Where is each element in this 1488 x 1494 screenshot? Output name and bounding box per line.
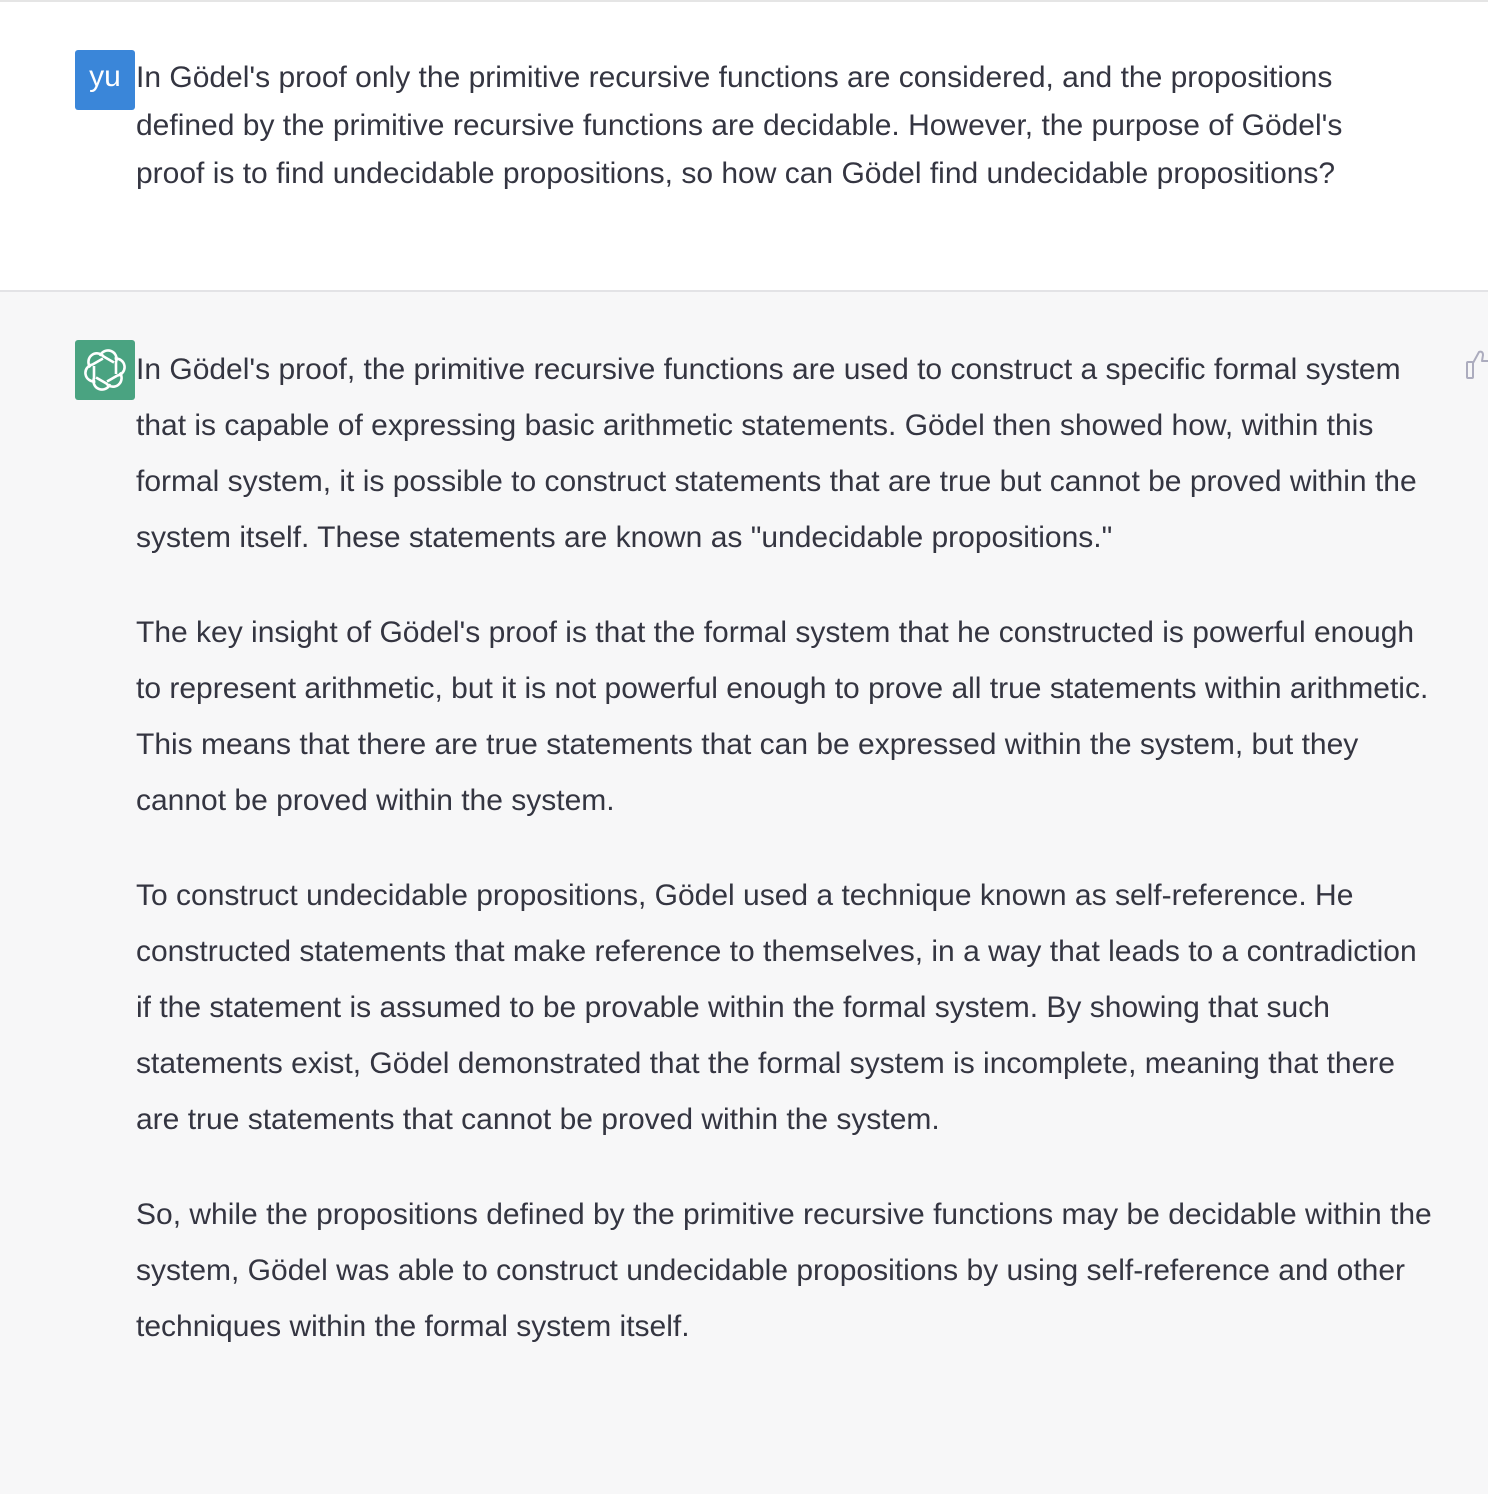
assistant-paragraph-4: So, while the propositions defined by the primitive recursive functions may be decidable within the system, Gödel was able to construct undecidable propositions by using self-reference and other techniques within the formal system itself.	[136, 1198, 1432, 1343]
user-avatar-initials: yu	[89, 60, 121, 93]
assistant-message-row	[0, 292, 1488, 1494]
user-message-row	[0, 2, 1488, 292]
chatgpt-logo-svg	[84, 349, 126, 391]
assistant-message-body	[136, 342, 1436, 1394]
chatgpt-logo-icon	[75, 340, 135, 400]
assistant-paragraph-2: The key insight of Gödel's proof is that the formal system that he constructed is powerful enough to represent arithmetic, but it is not powerful enough to prove all true statements within arithmetic. This means that there are true statements that can be expressed within the system, but they cannot be proved within the system.	[136, 616, 1429, 817]
user-avatar	[75, 50, 135, 110]
thumbs-up-icon[interactable]	[1462, 348, 1488, 382]
assistant-paragraph-3: To construct undecidable propositions, Gödel used a technique known as self-reference. He constructed statements that make reference to themselves, in a way that leads to a contradiction if the statement is assumed to be provable within the formal system. By showing that such statements exist, Gödel demonstrated that the formal system is incomplete, meaning that there are true statements that cannot be proved within the system.	[136, 879, 1417, 1136]
user-message-text: In Gödel's proof only the primitive recursive functions are considered, and the propositions defined by the primitive recursive functions are decidable. However, the purpose of Gödel's proof is to find undecidable propositions, so how can Gödel find undecidable propositions?	[136, 61, 1343, 190]
assistant-paragraph-1: In Gödel's proof, the primitive recursive functions are used to construct a specific formal system that is capable of expressing basic arithmetic statements. Gödel then showed how, within this formal system, it is possible to construct statements that are true but cannot be proved within the system itself. These statements are known as "undecidable propositions."	[136, 353, 1417, 554]
